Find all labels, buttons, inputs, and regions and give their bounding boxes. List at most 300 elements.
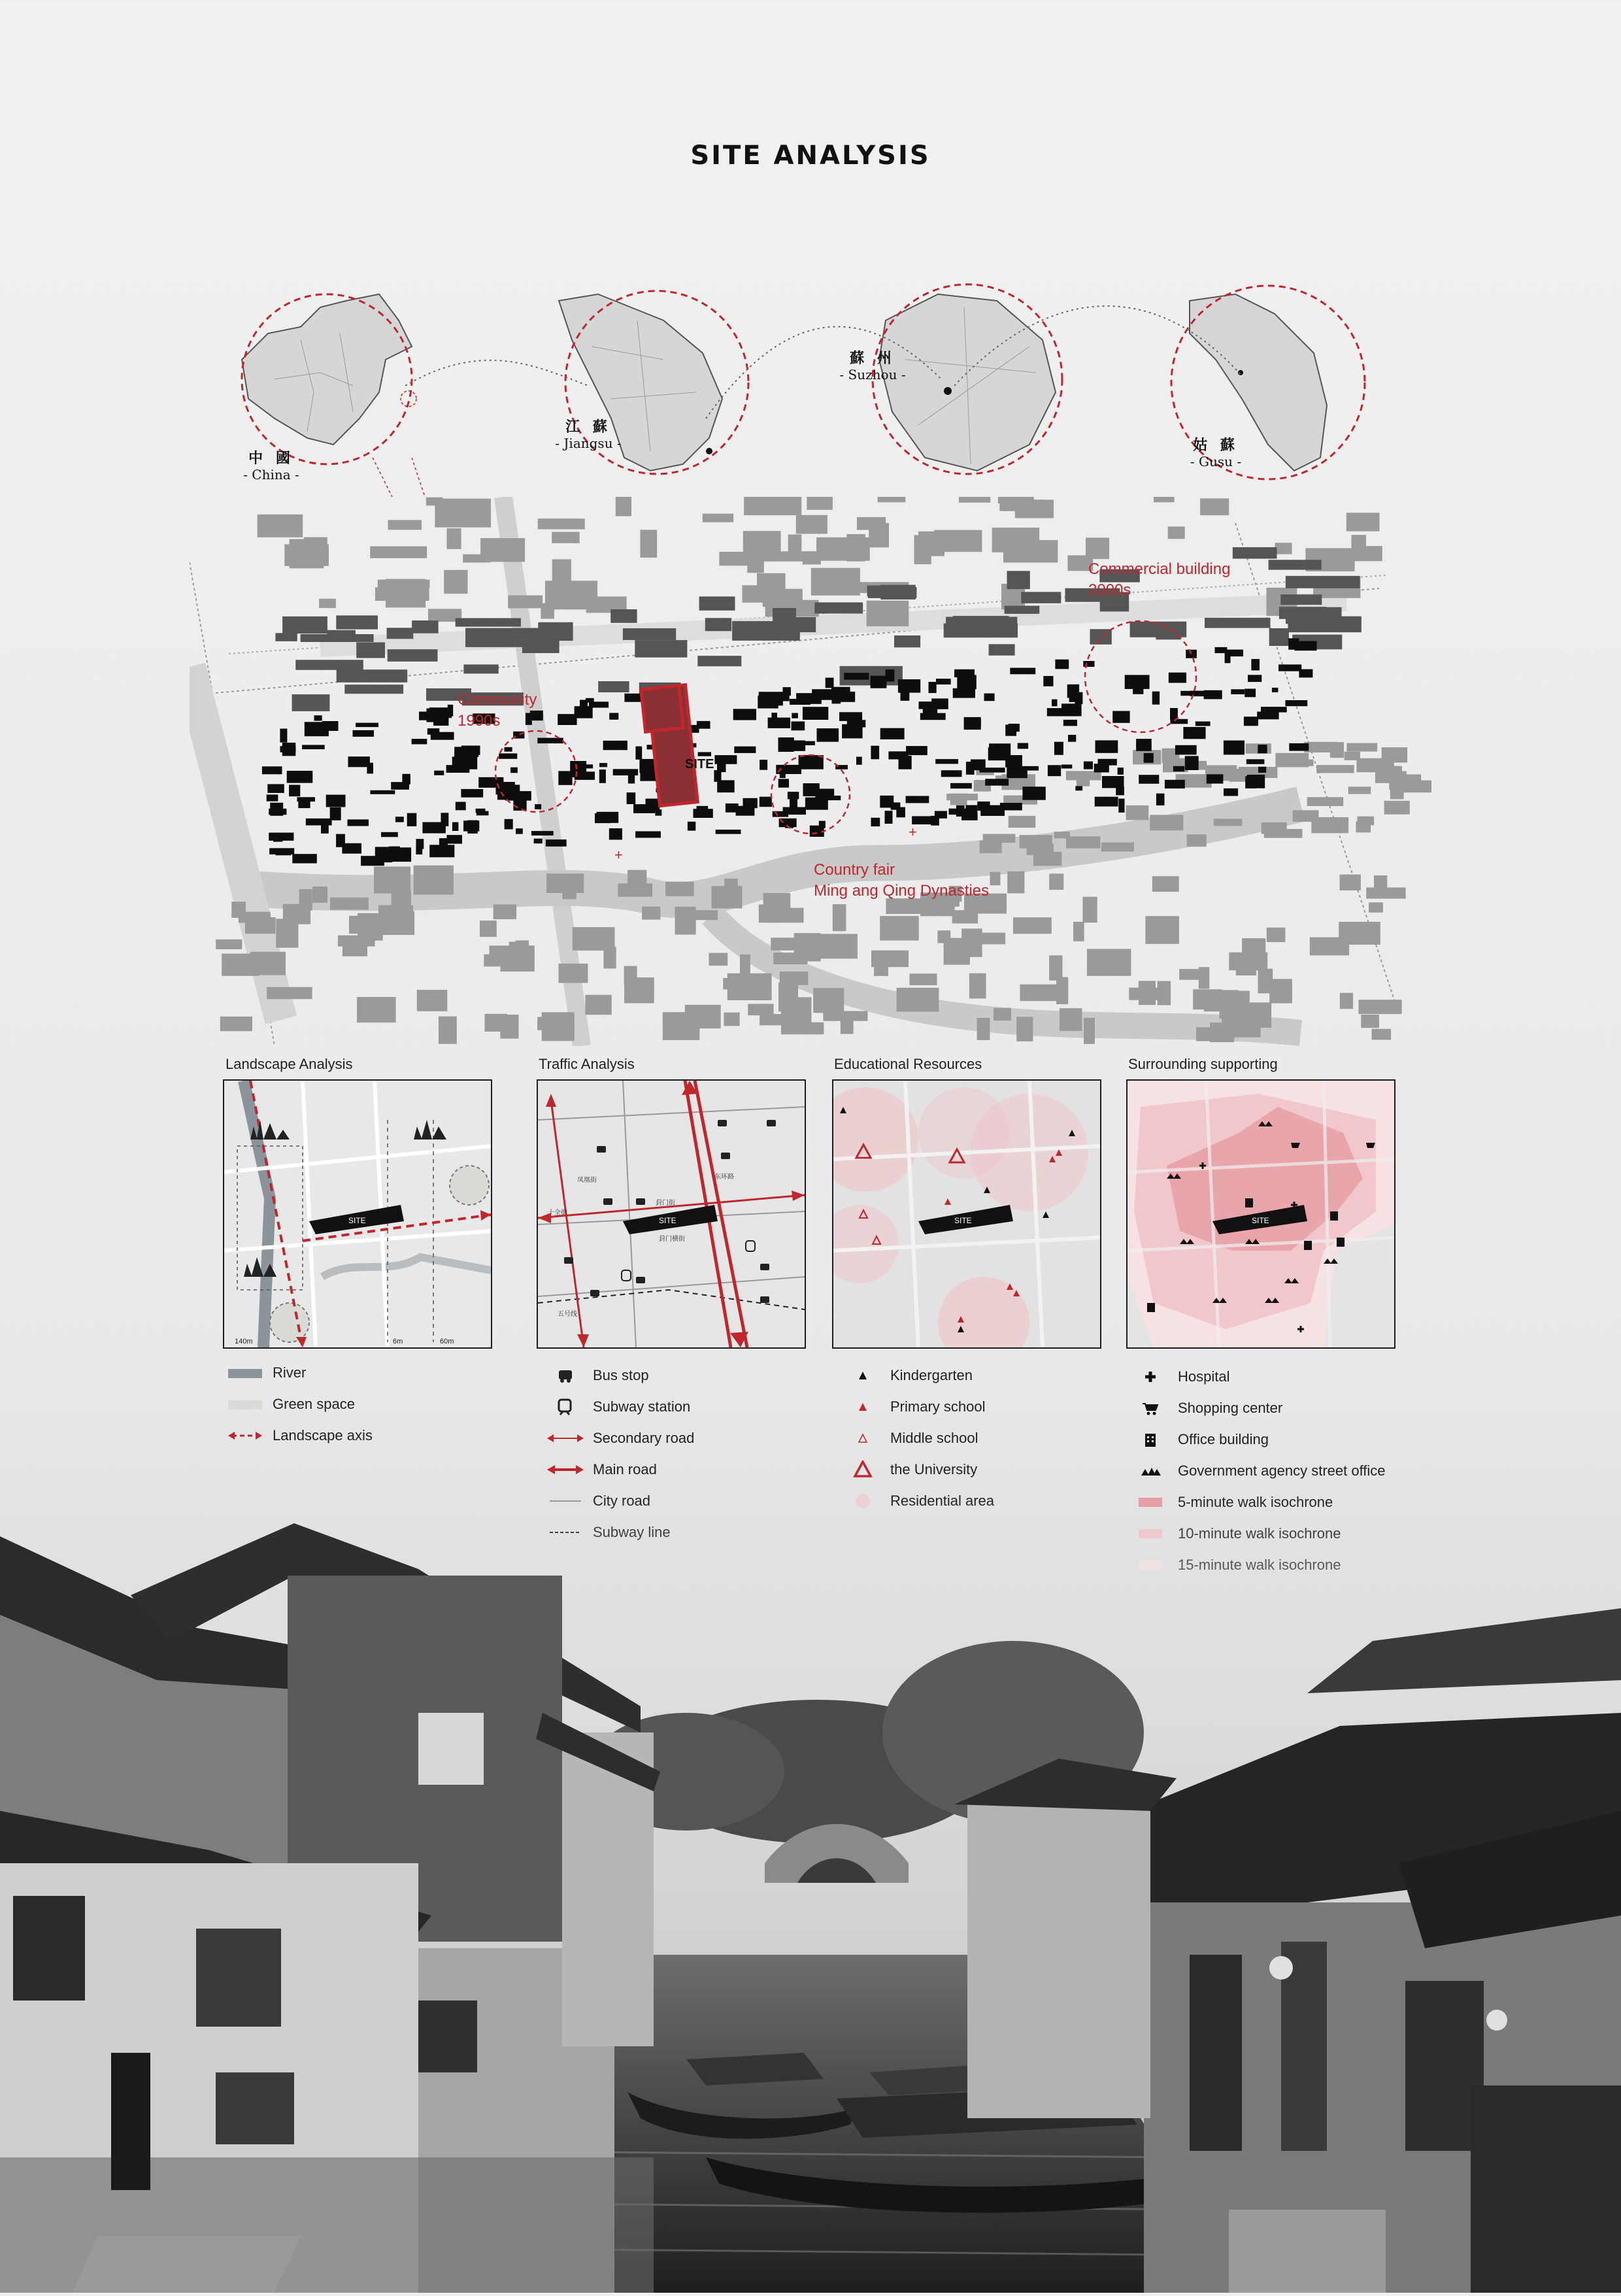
building-footprint <box>703 514 733 522</box>
building-footprint <box>412 620 439 633</box>
building-footprint <box>1145 916 1179 944</box>
building-footprint <box>336 834 345 847</box>
building-footprint <box>1090 629 1112 645</box>
building-footprint <box>627 870 646 897</box>
building-footprint <box>301 634 374 642</box>
building-footprint <box>688 822 695 831</box>
building-footprint <box>538 518 585 529</box>
building-footprint <box>1222 1013 1260 1038</box>
building-footprint <box>216 939 242 949</box>
building-footprint <box>330 898 369 910</box>
building-footprint <box>697 656 741 666</box>
building-footprint <box>1063 720 1077 726</box>
building-footprint <box>714 755 737 764</box>
building-footprint <box>823 1011 867 1021</box>
building-footprint <box>312 886 327 903</box>
building-footprint <box>461 789 483 798</box>
building-footprint <box>931 816 939 826</box>
svg-text:+: + <box>614 847 623 863</box>
building-footprint <box>353 730 375 737</box>
building-footprint <box>1010 668 1035 675</box>
building-footprint <box>699 596 735 610</box>
building-footprint <box>980 805 1005 816</box>
building-footprint <box>950 783 972 788</box>
building-footprint <box>999 499 1043 511</box>
building-footprint <box>1214 819 1243 826</box>
building-footprint <box>952 910 978 923</box>
building-footprint <box>832 692 841 704</box>
page-title: SITE ANALYSIS <box>690 141 931 171</box>
building-footprint <box>1049 955 1062 980</box>
building-footprint <box>1168 526 1185 539</box>
building-footprint <box>1086 537 1109 559</box>
building-footprint <box>977 1018 990 1040</box>
building-footprint <box>1366 888 1405 899</box>
building-footprint <box>716 830 741 834</box>
building-footprint <box>1033 852 1062 866</box>
building-footprint <box>535 804 541 809</box>
building-footprint <box>585 995 611 1015</box>
bus-icon <box>546 1366 585 1385</box>
building-footprint <box>1345 752 1360 760</box>
building-footprint <box>792 722 805 731</box>
building-footprint <box>717 763 726 772</box>
building-footprint <box>597 812 619 823</box>
building-footprint <box>1067 684 1079 698</box>
legend-label: River <box>273 1364 307 1381</box>
building-footprint <box>1084 762 1093 769</box>
building-footprint <box>356 643 385 658</box>
building-footprint <box>763 551 817 562</box>
building-footprint <box>572 771 584 778</box>
building-footprint <box>813 988 844 1013</box>
building-footprint <box>1087 949 1131 975</box>
building-footprint <box>826 678 834 688</box>
primary-school-icon <box>843 1397 882 1417</box>
legend-item-government-office <box>1131 1455 1386 1487</box>
building-footprint <box>348 756 370 767</box>
building-footprint <box>1052 700 1058 707</box>
building-footprint <box>1170 719 1188 724</box>
building-footprint <box>1390 785 1404 800</box>
building-footprint <box>1084 1018 1095 1044</box>
building-footprint <box>992 528 1040 552</box>
building-footprint <box>744 497 801 515</box>
building-footprint <box>871 746 879 760</box>
main-road-icon <box>546 1460 585 1479</box>
building-footprint <box>387 628 414 639</box>
building-footprint <box>476 811 489 816</box>
locator-cn: 江 蘇 <box>565 418 611 435</box>
building-footprint <box>906 746 927 755</box>
building-footprint <box>1185 756 1199 770</box>
subway-icon <box>546 1397 585 1417</box>
building-footprint <box>1144 753 1154 763</box>
building-footprint <box>609 713 618 720</box>
building-footprint <box>273 837 282 842</box>
building-footprint <box>1175 745 1197 755</box>
building-footprint <box>412 739 427 744</box>
building-footprint <box>480 920 497 937</box>
building-footprint <box>980 841 1002 854</box>
secondary-road-icon <box>546 1428 585 1448</box>
legend-label: Government agency street office <box>1178 1462 1386 1479</box>
svg-text:+: + <box>909 824 917 840</box>
building-footprint <box>1244 717 1258 726</box>
building-footprint <box>499 753 517 758</box>
building-footprint <box>537 738 563 744</box>
building-footprint <box>1170 708 1178 720</box>
legend-label: the University <box>890 1461 978 1477</box>
locator-cn: 姑 蘇 <box>1193 437 1239 454</box>
building-footprint <box>627 792 636 804</box>
building-footprint <box>1101 843 1134 852</box>
legend-label: Secondary road <box>593 1430 695 1446</box>
building-footprint <box>705 618 731 631</box>
building-footprint <box>289 785 300 797</box>
building-footprint <box>1183 727 1205 739</box>
panel-surrounding <box>1126 1079 1395 1349</box>
building-footprint <box>1369 902 1383 913</box>
building-footprint <box>465 628 540 647</box>
building-footprint <box>811 568 860 596</box>
building-footprint <box>1156 794 1165 805</box>
building-footprint <box>534 839 543 844</box>
legend-item-kindergarten <box>843 1360 994 1391</box>
building-footprint <box>493 904 517 919</box>
building-footprint <box>292 694 330 711</box>
building-footprint <box>941 770 962 777</box>
middle-school-icon <box>843 1428 882 1448</box>
building-footprint <box>1361 1015 1379 1028</box>
building-footprint <box>546 839 567 847</box>
building-footprint <box>222 954 259 976</box>
building-footprint <box>1118 768 1124 775</box>
legend-label: Subway station <box>593 1398 691 1415</box>
building-footprint <box>367 763 373 774</box>
building-footprint <box>780 971 809 985</box>
building-footprint <box>1068 735 1076 742</box>
building-footprint <box>803 707 828 720</box>
building-footprint <box>886 669 895 682</box>
building-footprint <box>1248 675 1262 682</box>
building-footprint <box>1225 650 1243 657</box>
building-footprint <box>748 1004 773 1016</box>
legend-label: Office building <box>1178 1431 1269 1447</box>
building-footprint <box>1150 815 1183 830</box>
building-footprint <box>1269 979 1292 1003</box>
locator-cn: 蘇 州 <box>850 350 895 367</box>
building-footprint <box>610 609 637 623</box>
building-footprint <box>1340 875 1361 890</box>
street-label: 葑门横街 <box>659 1236 685 1243</box>
building-footprint <box>1125 675 1150 689</box>
building-footprint <box>717 780 735 792</box>
building-footprint <box>790 741 805 751</box>
panel-site-label: SITE <box>659 1216 677 1225</box>
building-footprint <box>1282 760 1314 766</box>
building-footprint <box>655 809 661 816</box>
building-footprint <box>1224 741 1245 755</box>
building-footprint <box>386 579 426 608</box>
building-footprint <box>282 743 296 756</box>
building-footprint <box>760 1014 793 1025</box>
building-footprint <box>897 988 939 1012</box>
building-footprint <box>505 747 512 752</box>
building-footprint <box>559 964 588 983</box>
building-footprint <box>697 806 709 818</box>
building-footprint <box>1246 759 1265 764</box>
locator-en: - China - <box>243 467 299 483</box>
building-footprint <box>1152 876 1179 892</box>
annot-country-fair-line1: Country fair <box>814 861 895 879</box>
building-footprint <box>463 820 479 831</box>
green-space-swatch <box>226 1394 265 1414</box>
scale-label: 140m <box>235 1338 253 1345</box>
building-footprint <box>936 679 951 684</box>
building-footprint <box>388 649 438 662</box>
annot-country-fair <box>814 860 989 902</box>
building-footprint <box>758 696 778 708</box>
building-footprint <box>733 709 756 720</box>
panel-title-traffic: Traffic Analysis <box>539 1056 635 1072</box>
building-footprint <box>537 1017 563 1030</box>
locator-en: - Suzhou - <box>839 367 906 383</box>
legend-label: Shopping center <box>1178 1400 1283 1416</box>
building-footprint <box>1285 700 1307 706</box>
legend-landscape <box>226 1357 373 1451</box>
building-footprint <box>847 720 866 727</box>
building-footprint <box>1013 917 1052 934</box>
building-footprint <box>416 845 422 854</box>
building-footprint <box>906 796 929 803</box>
annot-community-line1: Community <box>458 691 537 709</box>
building-footprint <box>966 762 975 775</box>
legend-education <box>843 1360 994 1517</box>
building-footprint <box>1346 743 1377 752</box>
building-footprint <box>1372 1029 1392 1040</box>
building-footprint <box>760 760 767 770</box>
panel-landscape <box>223 1079 492 1349</box>
building-footprint <box>1269 628 1289 646</box>
building-footprint <box>456 618 521 627</box>
building-footprint <box>1288 638 1299 649</box>
building-footprint <box>1199 967 1210 988</box>
building-footprint <box>262 766 282 774</box>
building-footprint <box>1257 712 1278 720</box>
building-footprint <box>1275 543 1292 554</box>
building-footprint <box>1261 707 1287 713</box>
building-footprint <box>880 916 919 941</box>
building-footprint <box>282 616 327 633</box>
locator-en: - Jiangsu - <box>555 435 622 452</box>
legend-label: Landscape axis <box>273 1427 373 1443</box>
building-footprint <box>452 822 459 831</box>
building-footprint <box>298 798 310 808</box>
legend-item-middle-school <box>843 1423 994 1454</box>
building-footprint <box>954 669 975 677</box>
building-footprint <box>985 779 1009 785</box>
government-icon <box>1131 1461 1170 1481</box>
building-footprint <box>1133 687 1143 694</box>
building-footprint <box>1002 745 1009 757</box>
building-footprint <box>760 797 772 807</box>
building-footprint <box>635 747 642 760</box>
building-footprint <box>485 1014 508 1032</box>
legend-label: Green space <box>273 1396 355 1412</box>
building-footprint <box>599 763 607 767</box>
building-footprint <box>407 813 417 826</box>
building-footprint <box>1229 953 1267 971</box>
scale-label: 60m <box>440 1338 454 1345</box>
locator-en: - Gusu - <box>1190 454 1242 470</box>
building-footprint <box>326 795 346 807</box>
building-footprint <box>267 794 278 801</box>
building-footprint <box>446 765 470 773</box>
building-footprint <box>709 953 728 966</box>
site-master-plan <box>190 497 1431 1046</box>
building-footprint <box>1200 498 1229 515</box>
building-footprint <box>357 997 396 1022</box>
legend-item-main-road <box>546 1454 694 1485</box>
building-footprint <box>337 669 408 683</box>
street-label: 东环路 <box>714 1173 734 1181</box>
building-footprint <box>541 603 554 619</box>
building-footprint <box>1136 739 1152 751</box>
building-footprint <box>378 905 413 918</box>
building-footprint <box>759 905 777 923</box>
building-footprint <box>336 615 378 629</box>
building-footprint <box>1384 801 1410 815</box>
building-footprint <box>374 867 410 894</box>
building-footprint <box>1286 576 1360 588</box>
building-footprint <box>973 719 981 727</box>
building-footprint <box>1245 776 1257 788</box>
building-footprint <box>439 1017 457 1044</box>
building-footprint <box>505 819 513 830</box>
building-footprint <box>1073 922 1084 941</box>
building-footprint <box>1066 836 1100 848</box>
annot-commercial-line1: Commercial building <box>1088 560 1231 578</box>
building-footprint <box>370 790 395 794</box>
building-footprint <box>796 515 827 534</box>
building-footprint <box>490 945 535 956</box>
building-footprint <box>819 934 858 959</box>
panel-title-landscape: Landscape Analysis <box>226 1056 353 1072</box>
building-footprint <box>558 771 572 785</box>
building-footprint <box>388 520 422 530</box>
building-footprint <box>931 698 948 709</box>
building-footprint <box>1224 788 1238 796</box>
building-footprint <box>817 728 839 742</box>
building-footprint <box>734 747 756 753</box>
building-footprint <box>1340 993 1353 1009</box>
building-footprint <box>1165 780 1185 788</box>
building-footprint <box>950 794 967 805</box>
legend-item-hospital <box>1131 1361 1386 1393</box>
building-footprint <box>1258 745 1267 753</box>
building-footprint <box>814 602 863 613</box>
building-footprint <box>1005 755 1022 768</box>
building-footprint <box>461 746 480 755</box>
building-footprint <box>1304 742 1337 752</box>
building-footprint <box>603 741 627 750</box>
building-footprint <box>1279 607 1326 619</box>
building-footprint <box>1095 797 1118 807</box>
building-footprint <box>775 617 816 632</box>
building-footprint <box>768 718 790 728</box>
building-footprint <box>463 664 498 673</box>
street-label: 葑门街 <box>656 1200 675 1207</box>
building-footprint <box>1280 594 1322 605</box>
building-footprint <box>1195 722 1211 726</box>
panel-site-label: SITE <box>1252 1216 1269 1225</box>
legend-label: Primary school <box>890 1398 986 1415</box>
building-footprint <box>1187 834 1207 847</box>
building-footprint <box>280 729 287 743</box>
building-footprint <box>1061 703 1082 716</box>
building-footprint <box>724 879 738 907</box>
building-footprint <box>628 773 635 783</box>
building-footprint <box>961 812 978 820</box>
building-footprint <box>965 933 1005 945</box>
building-footprint <box>463 554 490 563</box>
building-footprint <box>839 712 862 721</box>
legend-label: Middle school <box>890 1430 978 1446</box>
building-footprint <box>1055 660 1069 669</box>
building-footprint <box>803 783 820 796</box>
building-footprint <box>1043 676 1053 686</box>
building-footprint <box>496 785 520 794</box>
building-footprint <box>1007 571 1030 589</box>
building-footprint <box>245 917 276 934</box>
building-footprint <box>1075 786 1082 790</box>
building-footprint <box>723 978 760 990</box>
kindergarten-icon <box>843 1366 882 1385</box>
building-footprint <box>929 682 937 693</box>
building-footprint <box>794 933 821 961</box>
building-footprint <box>395 817 404 822</box>
building-footprint <box>429 707 452 718</box>
building-footprint <box>531 831 554 836</box>
building-footprint <box>538 622 573 641</box>
building-footprint <box>287 771 313 783</box>
building-footprint <box>1207 774 1224 783</box>
street-label: 十全街 <box>548 1209 567 1217</box>
building-footprint <box>508 596 543 609</box>
building-footprint <box>778 779 789 787</box>
legend-item-subway-station <box>546 1391 694 1423</box>
building-footprint <box>348 819 369 826</box>
legend-item-landscape-axis <box>226 1420 373 1451</box>
building-footprint <box>1233 547 1277 559</box>
building-footprint <box>516 828 523 834</box>
building-footprint <box>1307 797 1344 806</box>
annot-commercial-line2: 2000s <box>1088 581 1131 599</box>
building-footprint <box>635 832 661 838</box>
building-footprint <box>381 832 398 837</box>
building-footprint <box>290 539 324 569</box>
hospital-icon <box>1131 1367 1170 1387</box>
building-footprint <box>1049 873 1063 890</box>
building-footprint <box>788 792 799 799</box>
building-footprint <box>422 822 446 834</box>
building-footprint <box>910 973 937 985</box>
building-footprint <box>1354 546 1382 561</box>
building-footprint <box>269 848 294 854</box>
building-footprint <box>1293 810 1319 822</box>
building-footprint <box>624 977 654 1003</box>
